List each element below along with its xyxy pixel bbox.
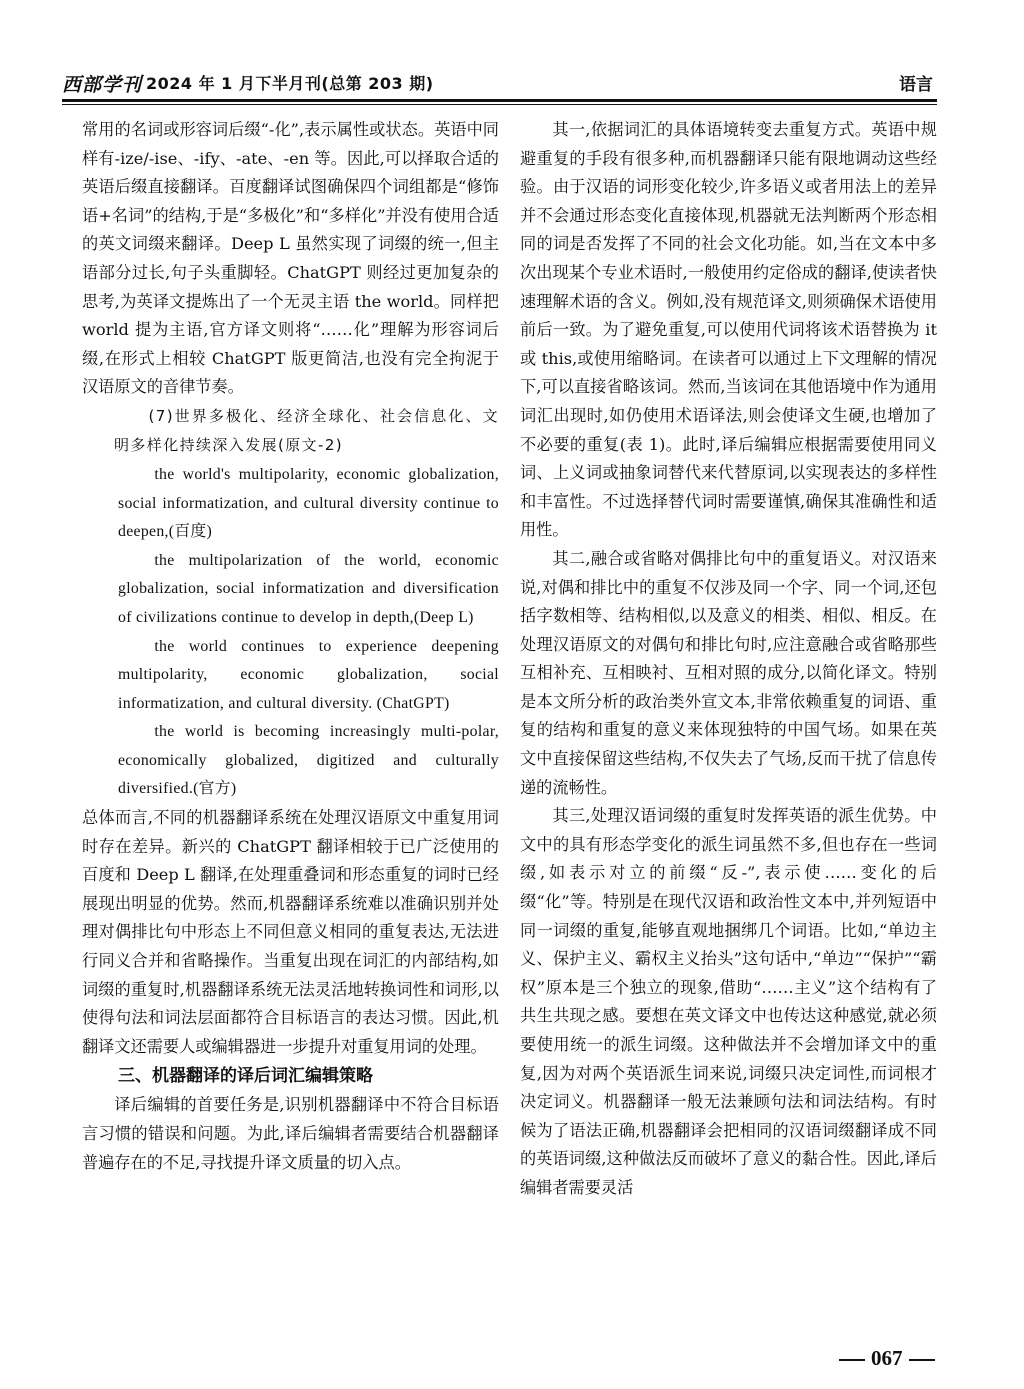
paragraph: 其一,依据词汇的具体语境转变去重复方式。英语中规避重复的手段有很多种,而机器翻译只能有限地调动这些经验。由于汉语的词形变化较少,许多语义或者用法上的差异并不会通过形态变化直接体现,机器就无法判断两个形态相同的词是否发挥了不同的社会文化功能。如,当在文本中多次出现某个专业术语时,一般使用约定俗成的翻译,使读者快速理解术语的含义。例如,没有规范译文,则须确保术语使用前后一致。为了避免重复,可以使用代词将该术语替换为 it 或 this,或使用缩略词。在读者可以通过上下文理解的情况下,可以直接省略该词。然而,当该词在其他语境中作为通用词汇出现时,如仍使用术语译法,则会使译文生硬,也增加了不必要的重复(表 1)。此时,译后编辑应根据需要使用同义词、上义词或抽象词替代来代替原词,以实现表达的多样性和丰富性。不过选择替代词时需要谨慎,确保其准确性和适用性。	[520, 120, 937, 540]
example-baidu: the world's multipolarity, economic globalization, social informatization, and cultural diversity continue to deepen,(百度)	[118, 465, 499, 541]
right-column	[520, 116, 937, 1203]
section-label: 语言	[899, 75, 933, 95]
paragraph: 常用的名词或形容词后缀“-化”,表示属性或状态。英语中同样有-ize/-ise、-ify、-ate、-en 等。因此,可以择取合适的英语后缀直接翻译。百度翻译试图确保四个词组都是“修饰语+名词”的结构,于是“多极化”和“多样化”并没有使用合适的英文词缀来翻译。Deep L 虽然实现了词缀的统一,但主语部分过长,句子头重脚轻。ChatGPT 则经过更加复杂的思考,为英译文提炼出了一个无灵主语 the world。同样把 world 提为主语,官方译文则将“……化”理解为形容词后缀,在形式上相较 ChatGPT 版更简洁,也没有完全拘泥于汉语原文的音律节奏。	[82, 120, 499, 397]
example-source-text: (7)世界多极化、经济全球化、社会信息化、文明多样化持续深入发展(原文-2)	[114, 406, 499, 455]
example-deepl: the multipolarization of the world, economic globalization, social informatization and diversification of civilizations continue to develop in depth,(Deep L)	[118, 551, 499, 626]
header-rule-thin	[62, 104, 937, 105]
example-official: the world is becoming increasingly multi-polar, economically globalized, digitized and culturally diversified.(官方)	[118, 723, 499, 798]
section-heading: 三、机器翻译的译后词汇编辑策略	[118, 1066, 373, 1087]
header-rule-thick	[62, 99, 937, 102]
page-number: 067	[833, 1346, 941, 1371]
issue-info: 2024 年 1 月下半月刊(总第 203 期)	[146, 74, 434, 93]
folio-dash	[909, 1359, 935, 1361]
paragraph: 其三,处理汉语词缀的重复时发挥英语的派生优势。中文中的具有形态学变化的派生词虽然不多,但也存在一些词缀,如表示对立的前缀“反-”,表示使……变化的后缀“化”等。特别是在现代汉语和政治性文本中,并列短语中同一词缀的重复,能够直观地捆绑几个词语。比如,“单边主义、保护主义、霸权主义抬头”这句话中,“单边”“保护”“霸权”原本是三个独立的现象,借助“……主义”这个结构有了共生共现之感。要想在英文译文中也传达这种感觉,就必须要使用统一的派生词缀。这种做法并不会增加译文中的重复,因为对两个英语派生词来说,词缀只决定词性,而词根才决定词义。机器翻译一般无法兼顾句法和词法结构。有时候为了语法正确,机器翻译会把相同的汉语词缀翻译成不同的英语词缀,这种做法反而破坏了意义的黏合性。因此,译后编辑者需要灵活	[520, 806, 937, 1197]
paragraph: 其二,融合或省略对偶排比句中的重复语义。对汉语来说,对偶和排比中的重复不仅涉及同一个字、同一个词,还包括字数相等、结构相似,以及意义的相类、相似、相反。在处理汉语原文的对偶句和排比句时,应注意融合或省略那些互相补充、互相映衬、互相对照的成分,以简化译文。特别是本文所分析的政治类外宣文本,非常依赖重复的词语、重复的结构和重复的意义来体现独特的中国气场。如果在英文中直接保留这些结构,不仅失去了气场,反而干扰了信息传递的流畅性。	[520, 548, 937, 797]
paragraph: 译后编辑的首要任务是,识别机器翻译中不符合目标语言习惯的错误和问题。为此,译后编辑者需要结合机器翻译普遍存在的不足,寻找提升译文质量的切入点。	[82, 1095, 499, 1172]
left-column	[82, 116, 499, 1177]
folio-dash	[839, 1359, 865, 1361]
paragraph: 总体而言,不同的机器翻译系统在处理汉语原文中重复用词时存在差异。新兴的 ChatGPT 翻译相较于已广泛使用的百度和 Deep L 翻译,在处理重叠词和形态重复的词时已经展现出明显的优势。然而,机器翻译系统难以准确识别并处理对偶排比句中形态上不同但意义相同的重复表达,无法进行同义合并和省略操作。当重复出现在词汇的内部结构,如词缀的重复时,机器翻译系统无法灵活地转换词性和词形,以使得句法和词法层面都符合目标语言的表达习惯。因此,机翻译文还需要人或编辑器进一步提升对重复用词的处理。	[82, 808, 499, 1056]
example-chatgpt: the world continues to experience deepening multipolarity, economic globalization, social informatization, and cultural diversity. (ChatGPT)	[118, 637, 499, 712]
running-header	[62, 70, 937, 100]
journal-masthead: 西部学刊	[62, 74, 143, 96]
